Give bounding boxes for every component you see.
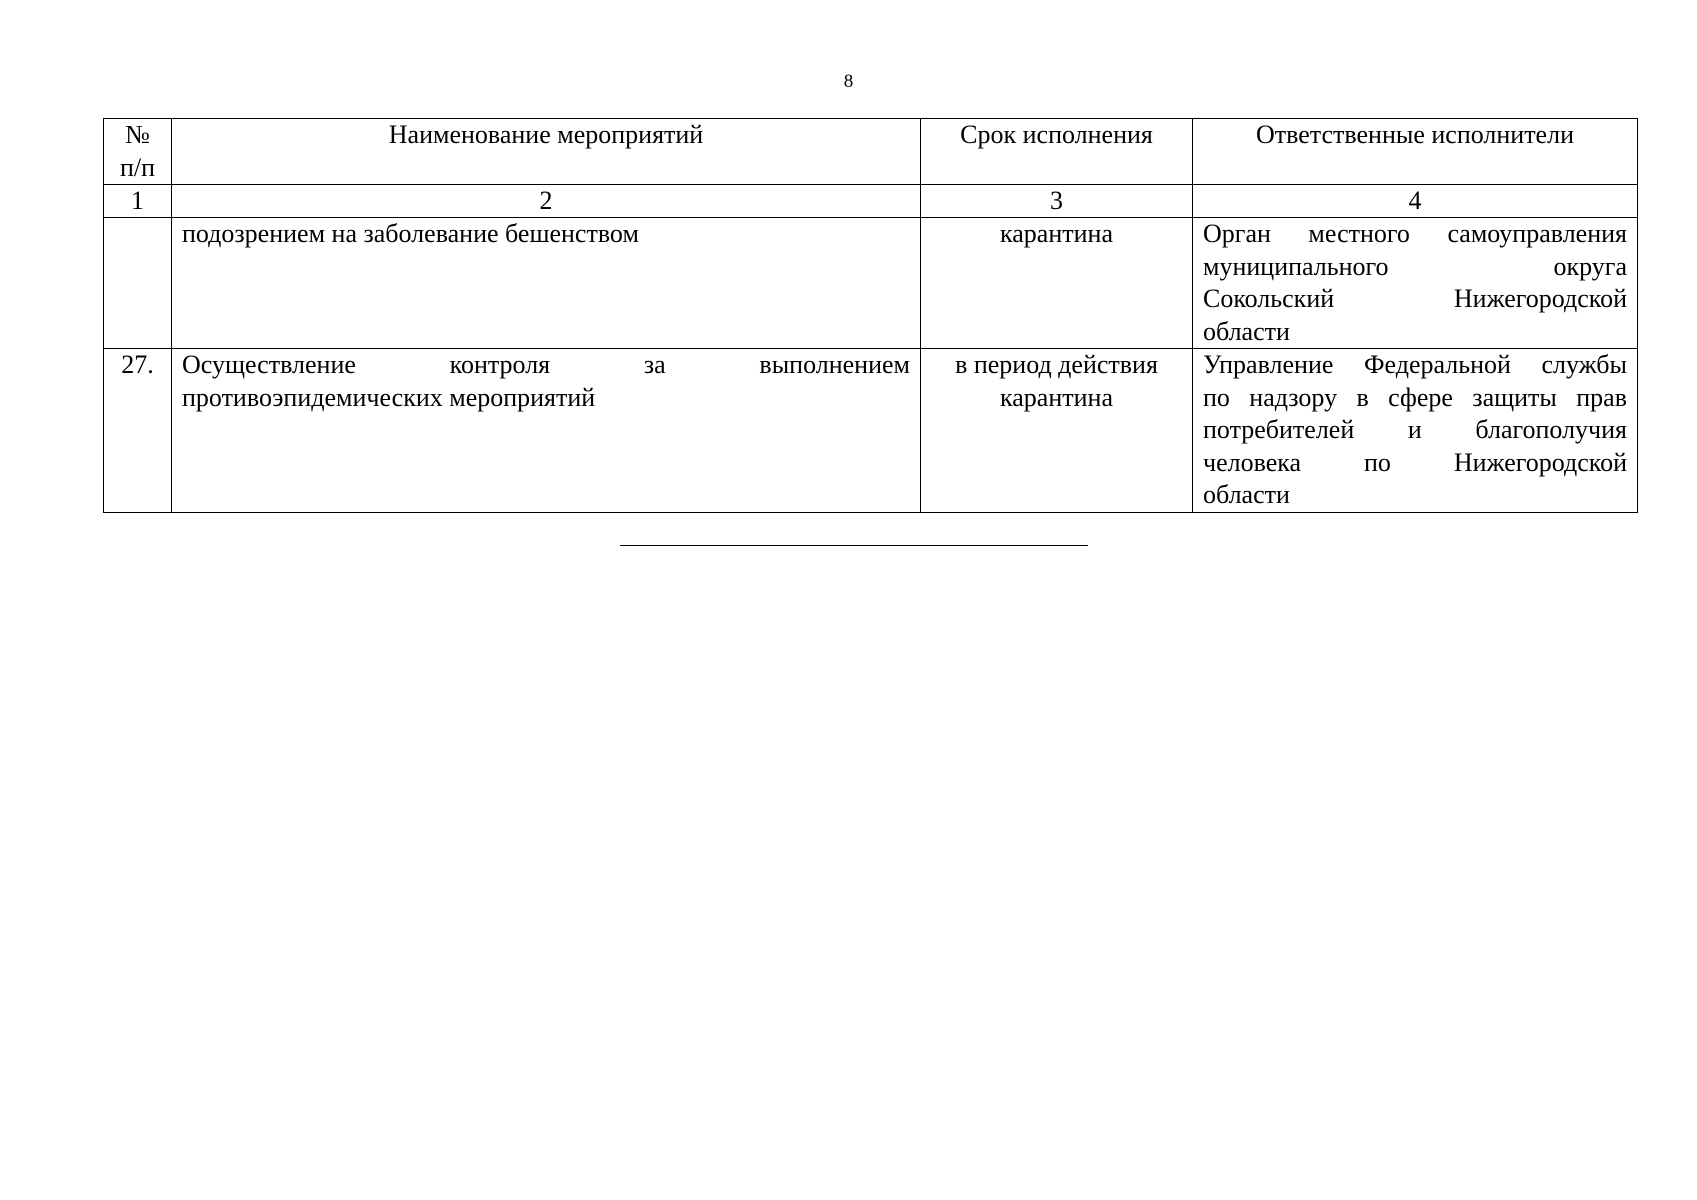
page-number: 8 [843, 71, 854, 92]
header-name: Наименование мероприятий [172, 119, 921, 185]
row-name-line: противоэпидемических мероприятий [182, 382, 596, 412]
row-name [172, 218, 921, 349]
row-responsible-line: муниципального округа [1203, 251, 1627, 281]
row-responsible-line: Сокольский Нижегородской [1203, 284, 1627, 313]
header-num-label: № п/п [119, 120, 156, 182]
row-name-line: подозрением на заболевание бешенством [182, 219, 639, 248]
row-responsible-line: по надзору в сфере защиты прав [1203, 382, 1627, 412]
row-num: 27. [104, 349, 172, 513]
row-responsible [1193, 349, 1638, 513]
row-name [172, 349, 921, 513]
header-responsible: Ответственные исполнители [1193, 119, 1638, 185]
row-responsible-line: Орган местного самоуправления [1203, 219, 1627, 248]
end-of-document-rule [620, 545, 1088, 546]
row-responsible-line: человека по Нижегородской [1203, 447, 1627, 477]
row-name-line: Осуществление контроля за выполнением [182, 350, 910, 379]
row-deadline-line: карантина [1000, 382, 1113, 412]
row-deadline [921, 349, 1193, 513]
table-row [104, 349, 1638, 513]
column-number-row [104, 185, 1638, 218]
row-num [104, 218, 172, 349]
header-deadline: Срок исполнения [921, 119, 1193, 185]
column-number: 1 [104, 185, 172, 218]
measures-table [103, 118, 1638, 513]
row-responsible-line: Управление Федеральной службы [1203, 350, 1627, 379]
column-number: 3 [921, 185, 1193, 218]
row-responsible-line: области [1203, 480, 1290, 509]
header-num [104, 119, 172, 185]
row-responsible-line: потребителей и благополучия [1203, 415, 1627, 444]
row-responsible [1193, 218, 1638, 349]
row-responsible-line: области [1203, 316, 1290, 346]
column-number: 4 [1193, 185, 1638, 218]
table-header-row [104, 119, 1638, 185]
row-deadline-line: в период действия [955, 350, 1158, 379]
row-deadline [921, 218, 1193, 349]
row-deadline-line: карантина [1000, 219, 1113, 248]
table-row [104, 218, 1638, 349]
column-number: 2 [172, 185, 921, 218]
